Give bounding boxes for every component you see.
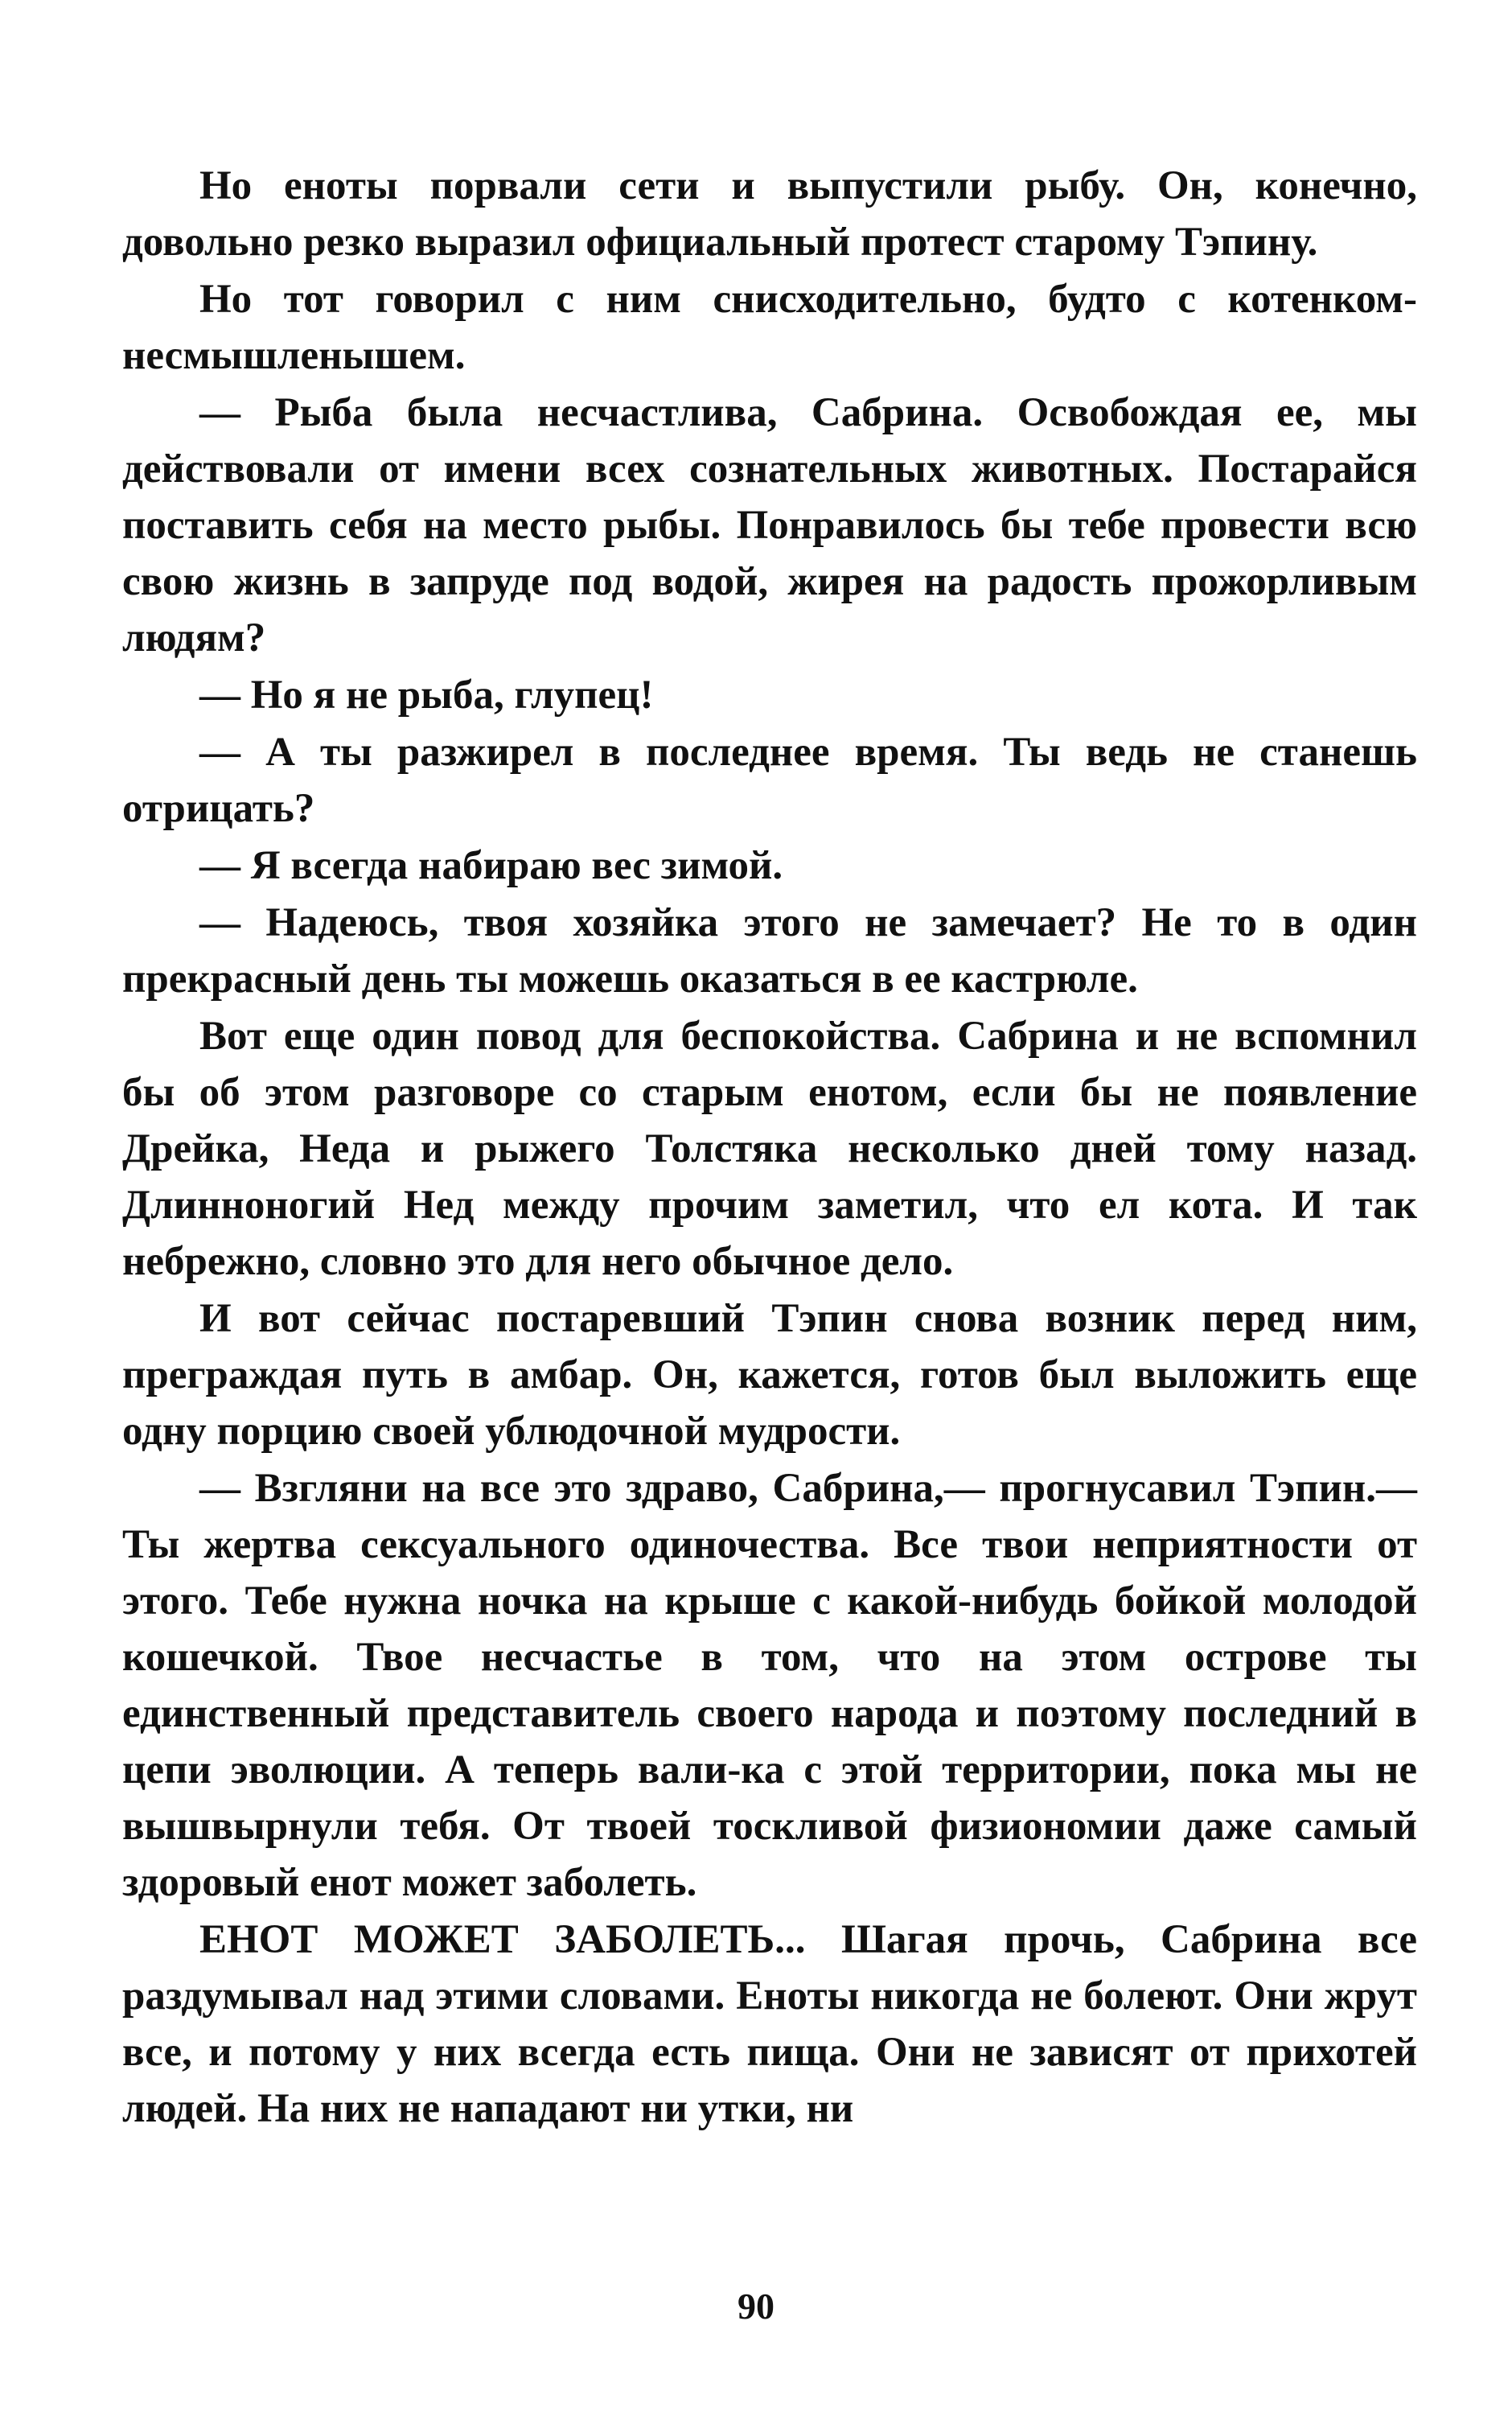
paragraph-9: И вот сейчас постаревший Тэпин снова возник перед ним, преграждая путь в амбар. Он, кажется, готов был выложить еще одну порцию своей ублюдочной мудрости. <box>122 1296 1417 1454</box>
page-number: 90 <box>738 2286 774 2327</box>
body-text <box>122 158 1417 2138</box>
paragraph-7: — Надеюсь, твоя хозяйка этого не замечает? Не то в один прекрасный день ты можешь оказаться в ее кастрюле. <box>122 900 1417 1002</box>
paragraph-6: — Я всегда набираю вес зимой. <box>199 843 783 888</box>
paragraph-2: Но тот говорил с ним снисходительно, будто с котенком-несмышленышем. <box>122 277 1417 378</box>
paragraph-4: — Но я не рыба, глупец! <box>199 673 654 718</box>
paragraph-10: — Взгляни на все это здраво, Сабрина,— прогнусавил Тэпин.— Ты жертва сексуального одиночества. Все твои неприятности от этого. Тебе нужна ночка на крыше с какой-нибудь бойкой молодой кошечкой. Твое несчастье в том, что на этом острове ты единственный представитель своего народа и поэтому последний в цепи эволюции. А теперь вали-ка с этой территории, пока мы не вышвырнули тебя. От твоей тоскливой физиономии даже самый здоровый енот может заболеть. <box>122 1466 1417 1905</box>
paragraph-8: Вот еще один повод для беспокойства. Сабрина и не вспомнил бы об этом разговоре со старым енотом, если бы не появление Дрейка, Неда и рыжего Толстяка несколько дней тому назад. Длинноногий Нед между прочим заметил, что ел кота. И так небрежно, словно это для него обычное дело. <box>122 1014 1417 1284</box>
paragraph-11: ЕНОТ МОЖЕТ ЗАБОЛЕТЬ... Шагая прочь, Сабрина все раздумывал над этими словами. Еноты никогда не болеют. Они жрут все, и потому у них всегда есть пища. Они не зависят от прихотей людей. На них не нападают ни утки, ни <box>122 1917 1417 2131</box>
paragraph-3: — Рыба была несчастлива, Сабрина. Освобождая ее, мы действовали от имени всех сознательных животных. Постарайся поставить себя на место рыбы. Понравилось бы тебе провести всю свою жизнь в запруде под водой, жирея на радость прожорливым людям? <box>122 390 1417 661</box>
paragraph-1: Но еноты порвали сети и выпустили рыбу. Он, конечно, довольно резко выразил официальный протест старому Тэпину. <box>122 163 1417 265</box>
paragraph-5: — А ты разжирел в последнее время. Ты ведь не станешь отрицать? <box>122 730 1417 831</box>
